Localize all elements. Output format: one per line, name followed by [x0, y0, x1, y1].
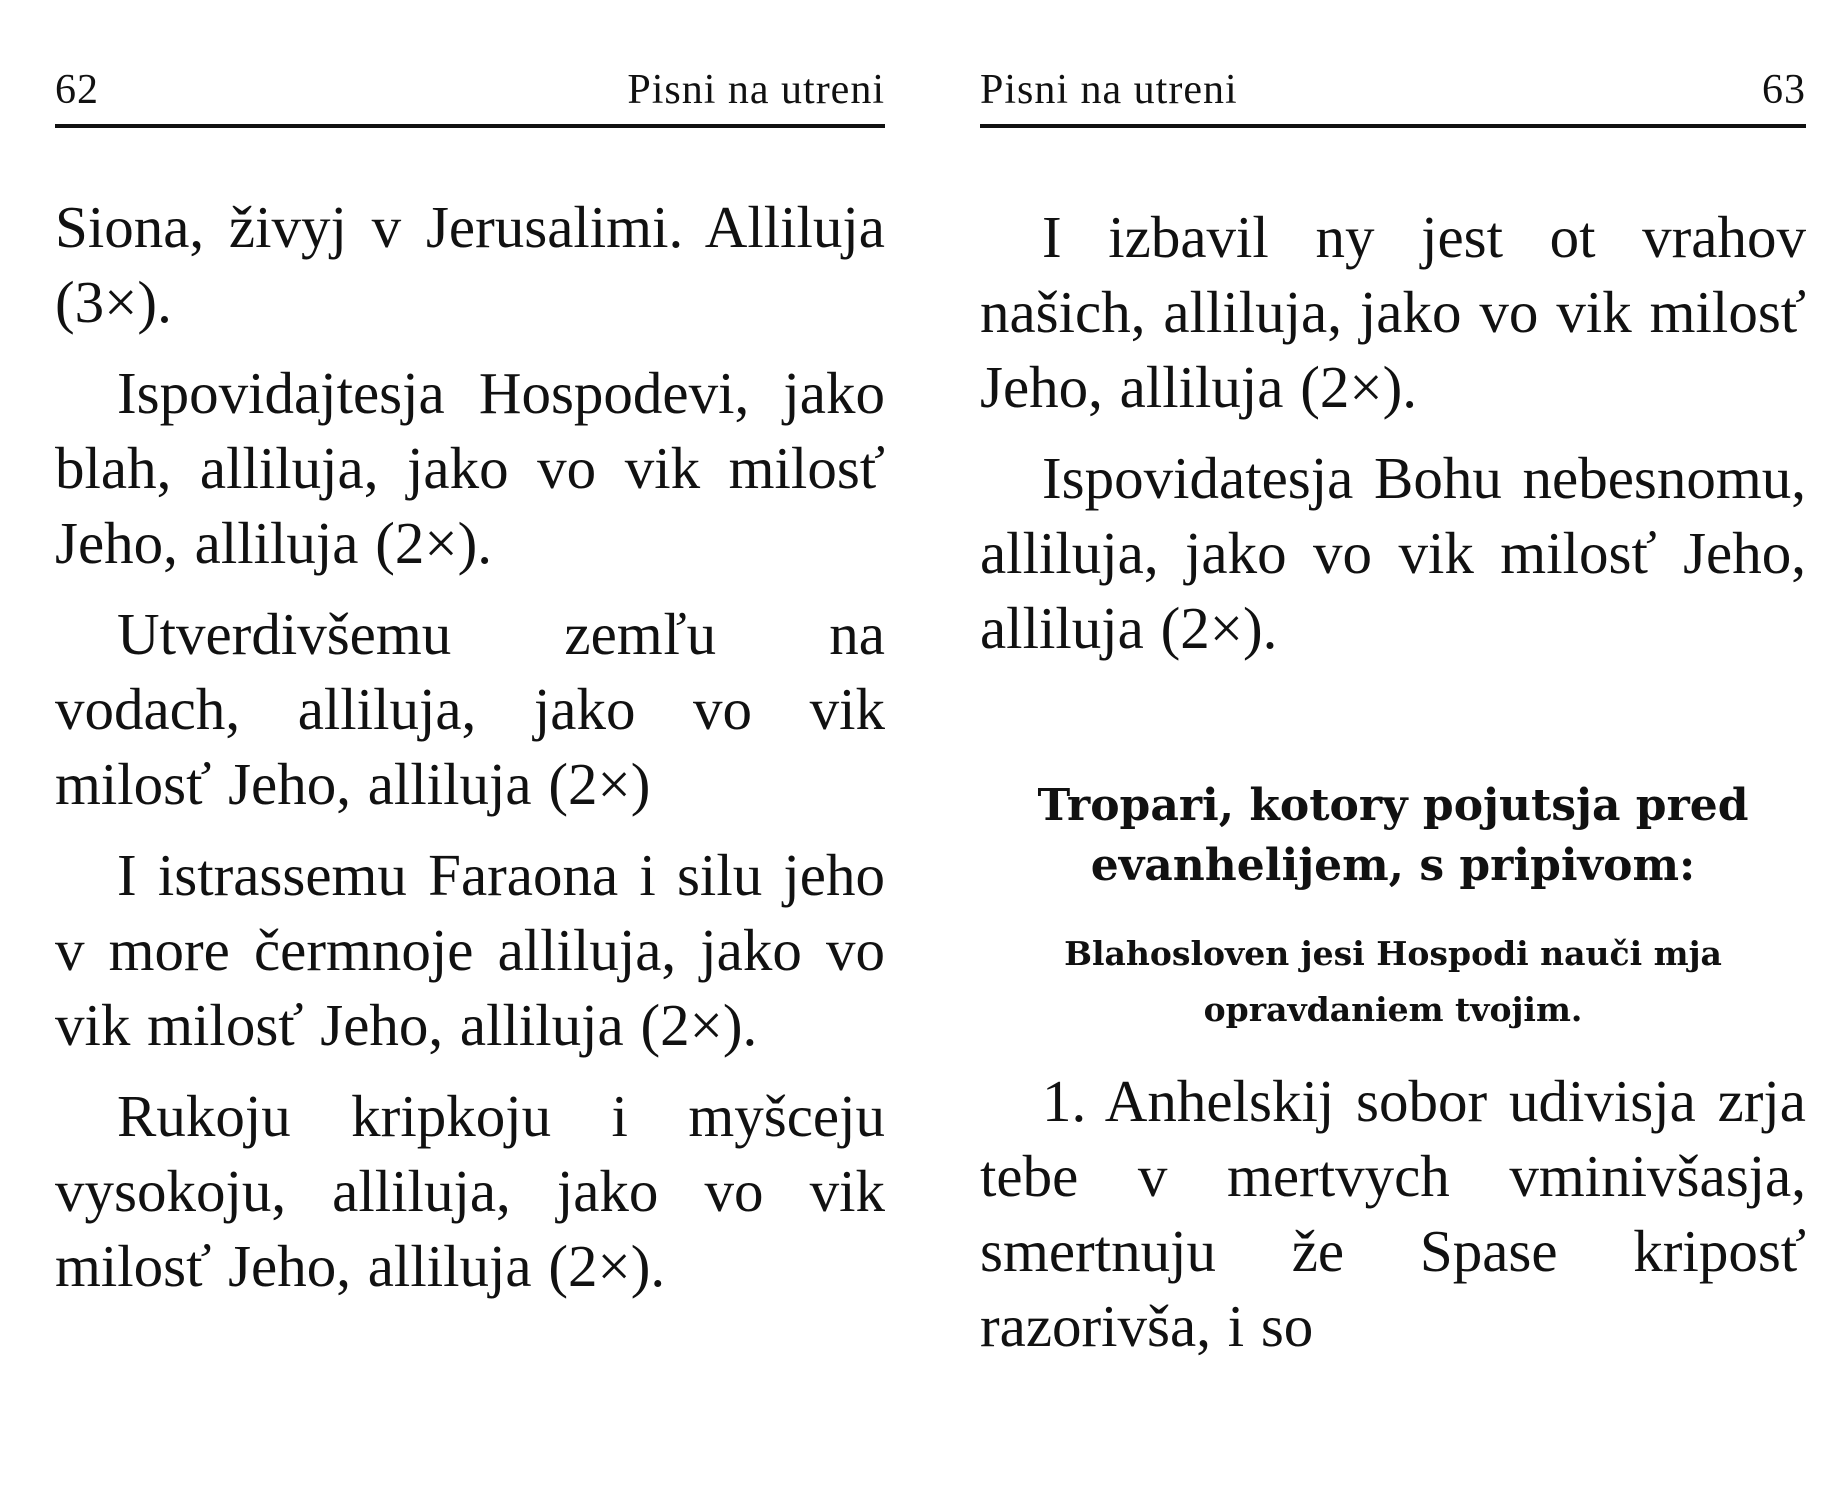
left-page — [55, 0, 885, 1500]
right-page-number: 63 — [1762, 67, 1806, 113]
verse-1: 1. Anhelskij sobor udivisja zrja tebe v mertvych vminivšasja, smertnuju že Spase kriposť razorivša, i so — [980, 1068, 1806, 1359]
section-subheading: Blahosloven jesi Hospodi nauči mja opravdaniem tvojim. — [1064, 934, 1722, 1029]
left-page-number: 62 — [55, 67, 99, 113]
right-page — [980, 0, 1806, 1500]
right-paragraph-2: Ispovidatesja Bohu nebesnomu, alliluja, jako vo vik milosť Jeho, alliluja (2×). — [980, 445, 1806, 661]
right-body-text — [980, 200, 1806, 1380]
right-paragraph-1: I izbavil ny jest ot vrahov našich, alliluja, jako vo vik milosť Jeho, alliluja (2×). — [980, 204, 1806, 420]
left-paragraph-2: Ispovidajtesja Hospodevi, jako blah, alliluja, jako vo vik milosť Jeho, alliluja (2×). — [55, 360, 885, 576]
left-running-title: Pisni na utreni — [627, 67, 885, 113]
section-heading: Tropari, kotory pojutsja pred evanhelijem, s pripivom: — [1037, 780, 1749, 891]
left-body-text — [55, 190, 885, 1320]
left-paragraph-3: Utverdivšemu zemľu na vodach, alliluja, jako vo vik milosť Jeho, alliluja (2×) — [55, 601, 885, 817]
right-running-head — [980, 62, 1806, 128]
left-paragraph-5: Rukoju kripkoju i myšceju vysokoju, alliluja, jako vo vik milosť Jeho, alliluja (2×). — [55, 1083, 885, 1299]
left-paragraph-4: I istrassemu Faraona i silu jeho v more čermnoje alliluja, jako vo vik milosť Jeho, alliluja (2×). — [55, 842, 885, 1058]
right-running-title: Pisni na utreni — [980, 67, 1238, 113]
left-running-head — [55, 62, 885, 128]
left-paragraph-1: Siona, živyj v Jerusalimi. Alliluja (3×). — [55, 194, 885, 335]
